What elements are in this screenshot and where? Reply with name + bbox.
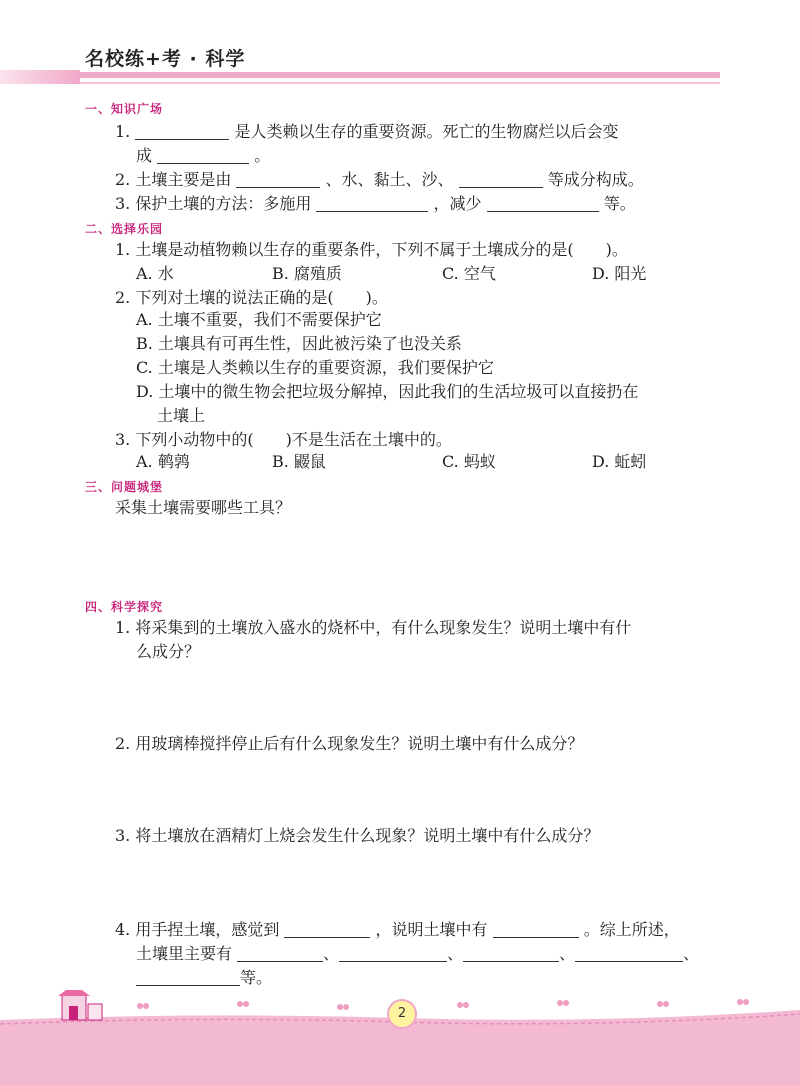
s4-q4-text2: ，说明土壤中有 — [375, 920, 488, 939]
s4-q4-end: 等。 — [240, 968, 273, 987]
s2-q2-option-a[interactable]: A. 土壤不重要，我们不需要保护它 — [136, 310, 382, 329]
s2-question-1: 1. 土壤是动植物赖以生存的重要条件，下列不属于土壤成分的是( )。 — [115, 240, 628, 259]
s2-q2-option-b[interactable]: B. 土壤具有可再生性，因此被污染了也没关系 — [136, 334, 462, 353]
fill-blank[interactable] — [237, 945, 323, 962]
s2-q2-option-d[interactable]: D. 土壤中的微生物会把垃圾分解掉，因此我们的生活垃圾可以直接扔在 — [136, 382, 639, 401]
s1-q1-text2: 成 — [136, 146, 153, 165]
section-title-2: 二、选择乐园 — [85, 222, 164, 236]
s4-q4-text: 4. 用手捏土壤，感觉到 — [115, 920, 280, 939]
s1-q1-end: 。 — [254, 146, 271, 165]
fill-blank[interactable] — [339, 945, 447, 962]
fill-blank[interactable] — [135, 123, 229, 140]
s2-q1-option-d[interactable]: D. 阳光 — [592, 264, 647, 283]
s2-q1-option-c[interactable]: C. 空气 — [442, 264, 496, 283]
s2-q2-option-c[interactable]: C. 土壤是人类赖以生存的重要资源，我们要保护它 — [136, 358, 494, 377]
page-number: 2 — [387, 999, 417, 1029]
s1-q1-text: 是人类赖以生存的重要资源。死亡的生物腐烂以后会变 — [234, 122, 619, 141]
fill-blank[interactable] — [284, 921, 370, 938]
fill-blank[interactable] — [157, 147, 249, 164]
s4-question-2: 2. 用玻璃棒搅拌停止后有什么现象发生？说明土壤中有什么成分？ — [115, 734, 584, 753]
s1-q2-end: 等成分构成。 — [547, 170, 644, 189]
header-gradient — [0, 70, 80, 84]
fill-blank[interactable] — [459, 171, 543, 188]
s2-q3-option-c[interactable]: C. 蚂蚁 — [442, 452, 496, 471]
s4-question-1: 1. 将采集到的土壤放入盛水的烧杯中，有什么现象发生？说明土壤中有什 — [115, 618, 632, 637]
s4-question-4-end — [136, 968, 272, 988]
sprout-icon — [137, 999, 749, 1010]
fill-blank[interactable] — [136, 969, 240, 986]
fill-blank[interactable] — [236, 171, 320, 188]
section-title-4: 四、科学探究 — [85, 600, 164, 614]
section-title-3: 三、问题城堡 — [85, 480, 164, 494]
s1-question-2 — [115, 170, 644, 190]
fill-blank[interactable] — [493, 921, 579, 938]
house-icon — [58, 990, 102, 1020]
s2-q3-option-d[interactable]: D. 蚯蚓 — [592, 452, 647, 471]
s1-q3-text: 3. 保护土壤的方法：多施用 — [115, 194, 312, 213]
s2-q1-option-a[interactable]: A. 水 — [136, 264, 174, 283]
s1-q2-text: 2. 土壤主要是由 — [115, 170, 232, 189]
fill-blank[interactable] — [487, 195, 599, 212]
s4-q4-text4: 土壤里主要有 — [136, 944, 233, 963]
s1-q2-text2: 、水、黏土、沙、 — [325, 170, 454, 189]
s2-question-3: 3. 下列小动物中的( )不是生活在土壤中的。 — [115, 430, 452, 449]
s1-q3-text2: ，减少 — [433, 194, 482, 213]
s1-q3-end: 等。 — [603, 194, 636, 213]
s4-q4-text3: 。综上所述， — [583, 920, 680, 939]
fill-blank[interactable] — [463, 945, 559, 962]
s3-question: 采集土壤需要哪些工具？ — [115, 498, 292, 517]
s4-question-1-cont: 么成分？ — [136, 642, 201, 661]
s1-question-1 — [115, 122, 618, 142]
s4-question-3: 3. 将土壤放在酒精灯上烧会发生什么现象？说明土壤中有什么成分？ — [115, 826, 600, 845]
s1-q1-num: 1. — [115, 122, 131, 141]
s1-question-3 — [115, 194, 636, 214]
separator: 、 — [559, 944, 576, 963]
s2-q3-option-a[interactable]: A. 鹌鹑 — [136, 452, 190, 471]
page-header-title: 名校练+考 · 科学 — [85, 48, 246, 70]
s2-q2-option-d-cont: 土壤上 — [157, 406, 206, 425]
s4-question-4-cont — [136, 944, 699, 964]
header-bar-thin — [80, 82, 720, 84]
fill-blank[interactable] — [316, 195, 428, 212]
section-title-1: 一、知识广场 — [85, 102, 164, 116]
separator: 、 — [683, 944, 700, 963]
s4-question-4 — [115, 920, 680, 940]
fill-blank[interactable] — [575, 945, 683, 962]
s1-question-1-cont — [136, 146, 270, 166]
separator: 、 — [323, 944, 340, 963]
header-bar — [80, 72, 720, 78]
s2-q1-option-b[interactable]: B. 腐殖质 — [272, 264, 342, 283]
separator: 、 — [447, 944, 464, 963]
s2-question-2: 2. 下列对土壤的说法正确的是( )。 — [115, 288, 388, 307]
s2-q3-option-b[interactable]: B. 鼹鼠 — [272, 452, 326, 471]
